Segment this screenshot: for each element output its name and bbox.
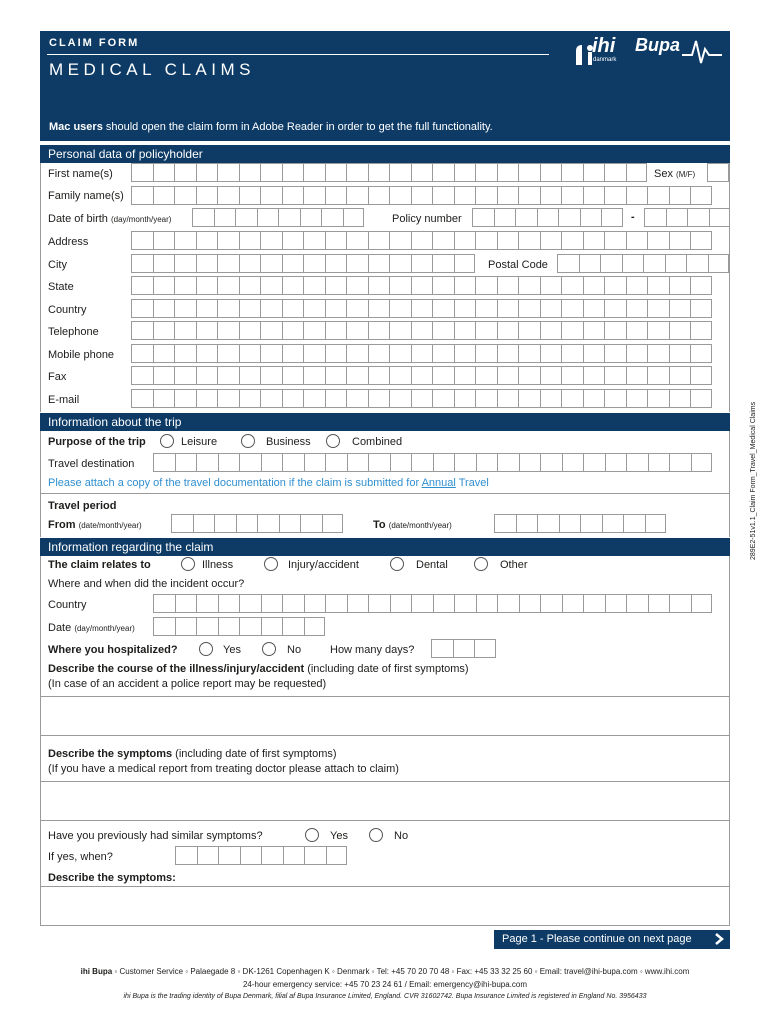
address-field[interactable] [131, 231, 712, 250]
from-text: From [48, 519, 76, 531]
illness-label: Illness [202, 559, 234, 571]
purpose-label: Purpose of the trip [48, 436, 146, 448]
continue-label: Page 1 - Please continue on next page [502, 933, 692, 945]
if-yes-when-label: If yes, when? [48, 851, 113, 863]
days-field[interactable] [431, 639, 496, 658]
describe-symptoms-label [48, 748, 337, 760]
incident-date-label [48, 622, 135, 634]
telephone-field[interactable] [131, 321, 712, 340]
first-names-field[interactable] [131, 163, 647, 182]
hospitalized-no-radio[interactable] [262, 642, 276, 656]
business-label: Business [266, 436, 311, 448]
to-label [373, 519, 452, 531]
fax-field[interactable] [131, 366, 712, 385]
similar-no-label: No [394, 830, 409, 842]
postal-code-field[interactable] [557, 254, 729, 273]
from-date-field[interactable] [171, 514, 343, 533]
header-divider [47, 54, 549, 55]
attach-text: Please attach a copy of the travel documentation if the claim is submitted for [48, 477, 422, 489]
to-text: To [373, 519, 386, 531]
from-label [48, 519, 142, 531]
symptoms-textarea[interactable] [40, 781, 730, 821]
attach-text-end: Travel [455, 477, 489, 489]
policy-dash: - [631, 211, 635, 223]
heartbeat-icon [682, 37, 726, 67]
describe-course-label [48, 663, 469, 675]
incident-date-field[interactable] [153, 617, 325, 636]
dob-text: Date of birth [48, 213, 108, 225]
document-code: 289E2-51v1.1_Claim Form_Travel_Medical Claims [750, 401, 757, 560]
sex-text: Sex [654, 168, 673, 180]
other-label: Other [500, 559, 528, 571]
symptoms2-textarea[interactable] [40, 886, 730, 926]
email-label: E-mail [48, 394, 80, 406]
policy-number-label: Policy number [392, 213, 462, 225]
injury-label: Injury/accident [288, 559, 359, 571]
describe-course-bold: Describe the course of the illness/injury/accident [48, 663, 305, 675]
from-hint: (date/month/year) [78, 521, 142, 530]
chevron-right-icon [714, 933, 724, 945]
leisure-label: Leisure [181, 436, 218, 448]
policy-number-suffix-field[interactable] [644, 208, 730, 227]
state-label: State [48, 281, 74, 293]
to-hint: (date/month/year) [388, 521, 452, 530]
logo-bupa-text: Bupa [635, 35, 680, 55]
travel-period-label: Travel period [48, 500, 117, 512]
postal-code-label: Postal Code [488, 259, 548, 271]
claim-relates-label: The claim relates to [48, 559, 151, 571]
incident-country-label: Country [48, 599, 87, 611]
footer-contact [0, 967, 770, 976]
to-date-field[interactable] [494, 514, 666, 533]
similar-yes-radio[interactable] [305, 828, 319, 842]
footer-brand: ihi Bupa [80, 967, 113, 976]
dob-label [48, 213, 171, 225]
if-yes-date-field[interactable] [175, 846, 347, 865]
footer-legal: ihi Bupa is the trading identity of Bupa Denmark, filial af Bupa Insurance Limited, England. CVR 31602742. Bupa Insurance Limited is registered in England No. 3956433 [123, 993, 647, 1000]
ihi-bupa-logo [560, 31, 730, 83]
country-field[interactable] [131, 299, 712, 318]
describe-symptoms-rest: (including date of first symptoms) [172, 748, 337, 760]
city-field[interactable] [131, 254, 475, 273]
similar-yes-label: Yes [330, 830, 348, 842]
how-many-days-label: How many days? [330, 644, 415, 656]
incident-date-text: Date [48, 622, 72, 634]
destination-field[interactable] [153, 453, 712, 472]
state-field[interactable] [131, 276, 712, 295]
footer-line1: ◦ Customer Service ◦ Palaegade 8 ◦ DK-1261 Copenhagen K ◦ Denmark ◦ Tel: +45 70 20 70 48 ◦ Fax: +45 33 32 25 60 ◦ Email: travel@ihi-bupa.com ◦ www.ihi.com [112, 967, 690, 976]
attach-documentation-note [48, 477, 489, 489]
section-heading: Personal data of policyholder [48, 147, 203, 161]
mac-users-text: should open the claim form in Adobe Reader in order to get the full functionality. [102, 121, 493, 133]
email-field[interactable] [131, 389, 712, 408]
city-label: City [48, 259, 67, 271]
describe-symptoms-bold: Describe the symptoms [48, 748, 173, 760]
logo-ihi-text: ihi [592, 35, 616, 57]
section-trip [40, 413, 730, 431]
annual-link[interactable]: Annual [421, 477, 456, 489]
describe-symptoms2-label: Describe the symptoms: [48, 872, 176, 884]
dental-label: Dental [416, 559, 448, 571]
footer-emergency: 24-hour emergency service: +45 70 23 24 61 / Email: emergency@ihi-bupa.com [242, 980, 528, 989]
mac-users-bold: Mac users [49, 121, 103, 133]
incident-date-hint: (day/month/year) [74, 624, 135, 633]
hospitalized-no-label: No [287, 644, 302, 656]
section-heading: Information about the trip [48, 415, 182, 429]
dob-hint: (day/month/year) [110, 215, 172, 224]
mobile-field[interactable] [131, 344, 712, 363]
section-personal-data [40, 145, 730, 163]
first-names-label: First name(s) [48, 168, 113, 180]
where-when-label: Where and when did the incident occur? [48, 578, 245, 590]
illness-radio[interactable] [181, 557, 195, 571]
medical-report-note: (If you have a medical report from treating doctor please attach to claim) [48, 763, 399, 775]
section-claim [40, 538, 730, 556]
business-radio[interactable] [241, 434, 255, 448]
combined-label: Combined [352, 436, 403, 448]
hospitalized-label: Where you hospitalized? [48, 644, 178, 656]
mobile-label: Mobile phone [48, 349, 115, 361]
country-label: Country [48, 304, 87, 316]
combined-radio[interactable] [326, 434, 340, 448]
hospitalized-yes-radio[interactable] [199, 642, 213, 656]
describe-course-rest: (including date of first symptoms) [304, 663, 469, 675]
similar-no-radio[interactable] [369, 828, 383, 842]
trip-divider [40, 493, 730, 494]
sex-field[interactable] [707, 163, 729, 182]
course-textarea[interactable] [40, 696, 730, 736]
page-title: MEDICAL CLAIMS [49, 60, 255, 79]
family-names-field[interactable] [131, 186, 712, 205]
family-names-label: Family name(s) [48, 190, 124, 202]
injury-radio[interactable] [264, 557, 278, 571]
claim-form-label: CLAIM FORM [49, 37, 140, 49]
sex-label [654, 168, 695, 180]
mac-users-note [49, 121, 493, 133]
leisure-radio[interactable] [160, 434, 174, 448]
policy-number-field[interactable] [472, 208, 623, 227]
hospitalized-yes-label: Yes [223, 644, 241, 656]
address-label: Address [48, 236, 89, 248]
destination-label: Travel destination [48, 458, 135, 470]
dental-radio[interactable] [390, 557, 404, 571]
similar-symptoms-label: Have you previously had similar symptoms? [48, 830, 263, 842]
sex-hint: (M/F) [676, 170, 696, 179]
dob-field[interactable] [192, 208, 364, 227]
continue-next-page-button[interactable] [494, 930, 730, 949]
other-radio[interactable] [474, 557, 488, 571]
incident-country-field[interactable] [153, 594, 712, 613]
police-report-note: (In case of an accident a police report may be requested) [48, 678, 327, 690]
section-heading: Information regarding the claim [48, 540, 214, 554]
fax-label: Fax [48, 371, 67, 383]
logo-danmark-text: danmark [593, 57, 617, 63]
telephone-label: Telephone [48, 326, 99, 338]
